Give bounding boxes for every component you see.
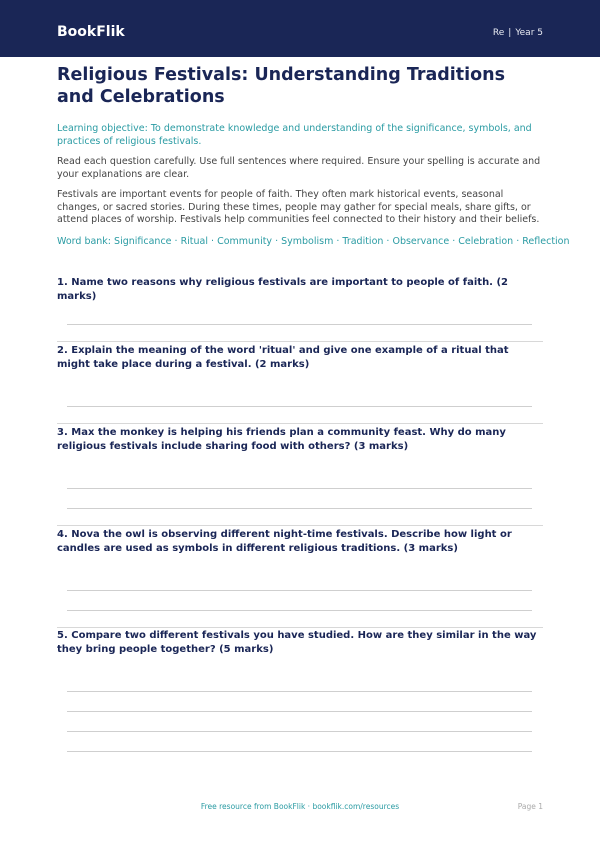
year-label: Year 5 [515, 28, 543, 38]
question-divider [57, 627, 543, 628]
question-3: 3. Max the monkey is helping his friends plan a community feast. Why do many religious festivals include sharing food with others? (3 marks) [57, 427, 506, 452]
worksheet-intro [57, 64, 570, 248]
answer-line[interactable] [67, 508, 532, 509]
answer-line[interactable] [67, 610, 532, 611]
answer-line[interactable] [67, 751, 532, 752]
subject-label: Re [492, 28, 505, 38]
intro-paragraph: Festivals are important events for people of faith. They often mark historical events, seasonal changes, or sacred stories. During these times, people may gather for special meals, share gifts, or attend places of worship. Festivals help communities feel connected to their history and their beliefs. [57, 189, 540, 225]
answer-line[interactable] [67, 731, 532, 732]
answer-line[interactable] [67, 711, 532, 712]
subject-year [493, 28, 543, 38]
word-bank: Word bank: Significance · Ritual · Community · Symbolism · Tradition · Observance · Celebration · Reflection [57, 235, 570, 247]
question-5: 5. Compare two different festivals you have studied. How are they similar in the way they bring people together? (5 marks) [57, 630, 537, 655]
page-title: Religious Festivals: Understanding Traditions and Celebrations [57, 65, 506, 107]
page-number: Page 1 [517, 802, 543, 811]
answer-line[interactable] [67, 691, 532, 692]
header-bar [0, 0, 600, 57]
instructions: Read each question carefully. Use full sentences where required. Ensure your spelling is accurate and your explanations are clear. [57, 156, 541, 180]
answer-line[interactable] [67, 488, 532, 489]
answer-line[interactable] [67, 324, 532, 325]
question-divider [57, 423, 543, 424]
answer-line[interactable] [67, 590, 532, 591]
question-2: 2. Explain the meaning of the word 'ritual' and give one example of a ritual that might take place during a festival. (2 marks) [57, 345, 509, 370]
question-divider [57, 525, 543, 526]
question-4: 4. Nova the owl is observing different night-time festivals. Describe how light or candles are used as symbols in different religious traditions. (3 marks) [57, 529, 512, 554]
separator: | [508, 28, 512, 38]
brand-logo: BookFlik [57, 24, 125, 40]
learning-objective: Learning objective: To demonstrate knowledge and understanding of the significance, symbols, and practices of religious festivals. [57, 123, 532, 147]
answer-line[interactable] [67, 406, 532, 407]
question-divider [57, 341, 543, 342]
footer-text[interactable]: Free resource from BookFlik · bookflik.com/resources [200, 802, 400, 811]
question-1: 1. Name two reasons why religious festivals are important to people of faith. (2 marks) [57, 277, 508, 302]
